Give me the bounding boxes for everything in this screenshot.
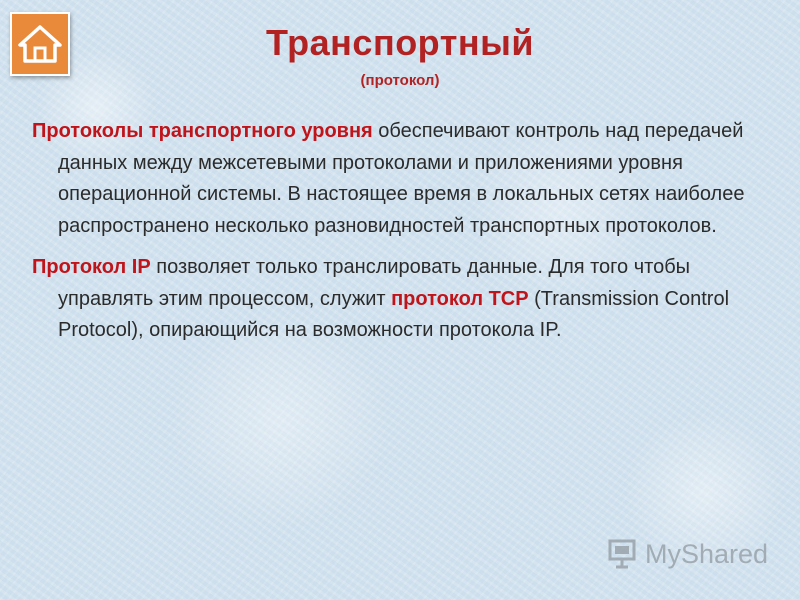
term-transport-protocols: Протоколы транспортного уровня [32,120,373,142]
paragraph-text-continued: (Transmission Control Protocol), опирающийся на возможности протокола IP. [58,287,730,341]
paragraph-text: обеспечивают контроль над передачей данных между межсетевыми протоколами и приложениями уровня операционной системы. В настоящее время в локальных сетях наиболее распространено несколько разновидностей транспортных протоколов. [58,120,745,237]
watermark-text: MyShared [645,538,769,569]
watermark [607,537,768,571]
paragraph-text: позволяет только транслировать данные. Для того чтобы управлять этим процессом, служит [58,256,691,310]
presentation-icon [607,537,641,571]
term-tcp-protocol: протокол TCP [391,287,529,310]
slide-title: Транспортный [266,22,534,63]
slide-body [32,116,782,357]
slide-subtitle: (протокол) [360,72,440,89]
paragraph-ip-protocol [32,252,782,347]
term-ip-protocol: Протокол IP [32,256,151,278]
paragraph-transport-protocols [32,116,782,242]
